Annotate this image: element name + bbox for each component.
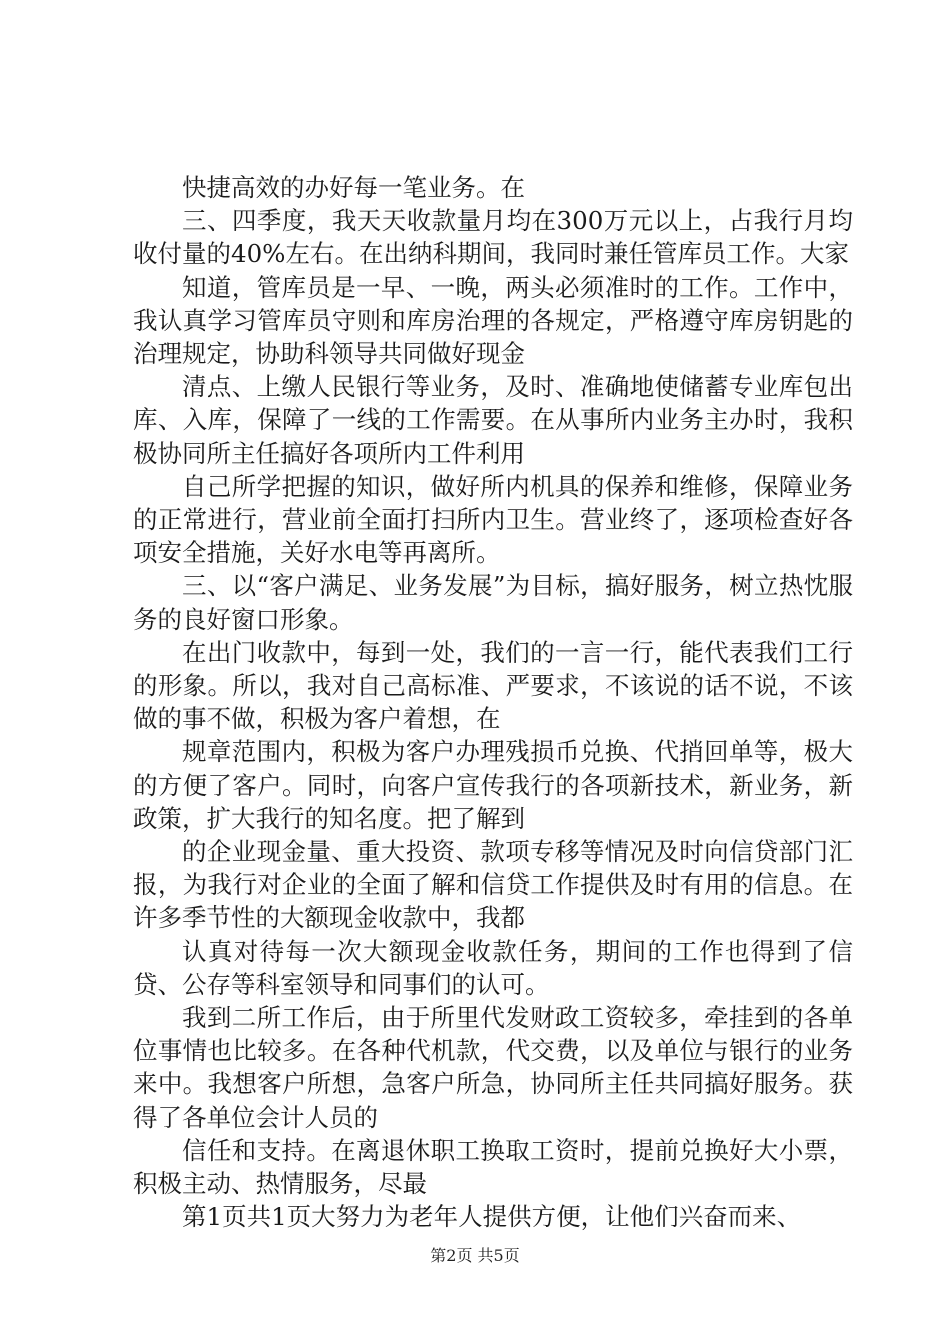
paragraph-6: 三、以“客户满足、业务发展”为目标，搞好服务，树立热忱服务的良好窗口形象。 (133, 571, 853, 634)
paragraph-8: 规章范围内，积极为客户办理残损币兑换、代捎回单等，极大的方便了客户。同时，向客户宣传我行的各项新技术，新业务，新政策，扩大我行的知名度。把了解到 (133, 737, 853, 833)
paragraph-11: 我到二所工作后，由于所里代发财政工资较多，牵挂到的各单位事情也比较多。在各种代机款，代交费，以及单位与银行的业务来中。我想客户所想，急客户所急，协同所主任共同搞好服务。获得了各单位会计人员的 (133, 1003, 853, 1132)
paragraph-4: 清点、上缴人民银行等业务，及时、准确地使储蓄专业库包出库、入库，保障了一线的工作需要。在从事所内业务主办时，我积极协同所主任搞好各项所内工件利用 (133, 372, 853, 468)
paragraph-10: 认真对待每一次大额现金收款任务，期间的工作也得到了信贷、公存等科室领导和同事们的认可。 (133, 936, 853, 999)
paragraph-1: 快捷高效的办好每一笔业务。在 (182, 173, 525, 202)
paragraph-13: 第1页共1页大努力为老年人提供方便，让他们兴奋而来、 (182, 1202, 802, 1232)
page-number-footer: 第2页 共5页 (430, 1246, 520, 1265)
paragraph-2: 三、四季度，我天天收款量月均在300万元以上，占我行月均收付量的40%左右。在出纳科期间，我同时兼任管库员工作。大家 (133, 206, 853, 269)
paragraph-12: 信任和支持。在离退休职工换取工资时，提前兑换好大小票，积极主动、热情服务，尽最 (133, 1135, 853, 1199)
paragraph-5: 自己所学把握的知识，做好所内机具的保养和维修，保障业务的正常进行，营业前全面打扫所内卫生。营业终了，逐项检查好各项安全措施，关好水电等再离所。 (133, 471, 853, 568)
paragraph-7: 在出门收款中，每到一处，我们的一言一行，能代表我们工行的形象。所以，我对自己高标准、严要求，不该说的话不说，不该做的事不做，积极为客户着想，在 (133, 637, 853, 734)
paragraph-3: 知道，管库员是一早、一晚，两头必须准时的工作。工作中，我认真学习管库员守则和库房治理的各规定，严格遵守库房钥匙的治理规定，协助科领导共同做好现金 (133, 272, 853, 369)
document-body (133, 171, 853, 1234)
paragraph-9: 的企业现金量、重大投资、款项专移等情况及时向信贷部门汇报，为我行对企业的全面了解和信贷工作提供及时有用的信息。在许多季节性的大额现金收款中，我都 (133, 837, 853, 933)
